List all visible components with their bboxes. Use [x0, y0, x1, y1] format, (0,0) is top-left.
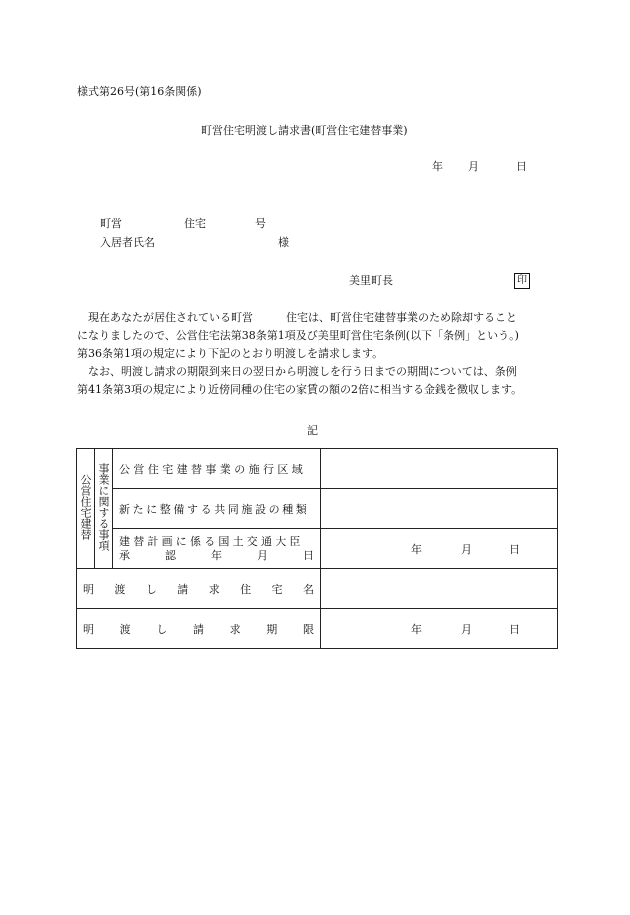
body-line: 現在あなたが居住されている町営 住宅は、町営住宅建替事業のため除却すること — [77, 311, 517, 324]
house-name-value-cell — [321, 569, 558, 609]
table-row — [77, 609, 558, 649]
area-label-cell — [113, 449, 321, 489]
group-label-inner-cell — [95, 449, 113, 569]
area-label: 公営住宅建替事業の施行区域 — [119, 462, 307, 476]
label-char: 明 — [83, 582, 94, 596]
body-line: 第41条第3項の規定により近傍同種の住宅の家賃の額の2倍に相当する金銭を徴収します。 — [77, 383, 523, 396]
seal-mark: 印 — [514, 273, 530, 289]
request-table — [76, 448, 558, 649]
label-char: 日 — [303, 548, 314, 562]
label-char: 渡 — [114, 582, 126, 596]
number-label: 号 — [255, 217, 266, 230]
facility-value-cell — [321, 489, 558, 529]
form-number: 様式第26号(第16条関係) — [77, 85, 202, 98]
document-title: 町営住宅明渡し請求書(町営住宅建替事業) — [201, 124, 408, 137]
label-char: 年 — [211, 548, 222, 562]
group-label-inner: 事業に関する事項 — [97, 463, 110, 551]
label-char: 限 — [302, 622, 314, 636]
body-line: 第36条第1項の規定により下記のとおり明渡しを請求します。 — [77, 347, 384, 360]
honorific: 様 — [278, 236, 289, 249]
label-char: し — [145, 582, 157, 596]
body-line: になりましたので、公営住宅法第38条第1項及び美里町営住宅条例(以下「条例」という。) — [77, 329, 519, 342]
approval-date-day: 日 — [509, 542, 520, 556]
area-value-cell — [321, 449, 558, 489]
facility-label-cell — [113, 489, 321, 529]
label-char: 渡 — [119, 622, 131, 636]
label-char: し — [156, 622, 168, 636]
label-char: 宅 — [271, 582, 283, 596]
header-date-month: 月 — [468, 160, 479, 173]
approval-label-line1: 建替計画に係る国土交通大臣 — [119, 534, 304, 548]
ki-heading: 記 — [307, 424, 318, 437]
facility-label: 新たに整備する共同施設の種類 — [119, 502, 310, 516]
deadline-date-day: 日 — [509, 622, 520, 636]
table-row — [77, 529, 558, 569]
housing-label: 住宅 — [184, 217, 206, 230]
label-char: 請 — [192, 622, 204, 636]
town-label: 町営 — [100, 217, 122, 230]
approval-date-cell — [321, 529, 558, 569]
label-char: 承 — [119, 548, 130, 562]
resident-name-label: 入居者氏名 — [100, 236, 155, 249]
table-row — [77, 449, 558, 489]
table-row — [77, 489, 558, 529]
body-line: なお、明渡し請求の期限到来日の翌日から明渡しを行う日までの期間については、条例 — [77, 365, 517, 378]
approval-label-line2 — [119, 549, 314, 563]
label-char: 名 — [302, 582, 314, 596]
table-row — [77, 569, 558, 609]
body-paragraph — [77, 309, 557, 399]
header-date-year: 年 — [432, 160, 443, 173]
label-char: 認 — [165, 548, 176, 562]
deadline-date-cell — [321, 609, 558, 649]
label-char: 明 — [83, 622, 94, 636]
label-char: 求 — [208, 582, 220, 596]
approval-date-year: 年 — [411, 542, 422, 556]
label-char: 月 — [257, 548, 268, 562]
label-char: 求 — [229, 622, 241, 636]
group-label-outer: 公営住宅建替 — [79, 474, 92, 540]
header-date-day: 日 — [516, 160, 527, 173]
group-label-outer-cell — [77, 449, 95, 569]
approval-label-cell — [113, 529, 321, 569]
house-name-label-cell — [77, 569, 321, 609]
approval-date-month: 月 — [461, 542, 472, 556]
deadline-label-cell — [77, 609, 321, 649]
deadline-date-month: 月 — [461, 622, 472, 636]
sender-title: 美里町長 — [349, 274, 393, 287]
label-char: 請 — [177, 582, 189, 596]
label-char: 住 — [240, 582, 252, 596]
label-char: 期 — [266, 622, 278, 636]
deadline-label — [83, 621, 314, 637]
deadline-date-year: 年 — [411, 622, 422, 636]
house-name-label — [83, 581, 314, 597]
